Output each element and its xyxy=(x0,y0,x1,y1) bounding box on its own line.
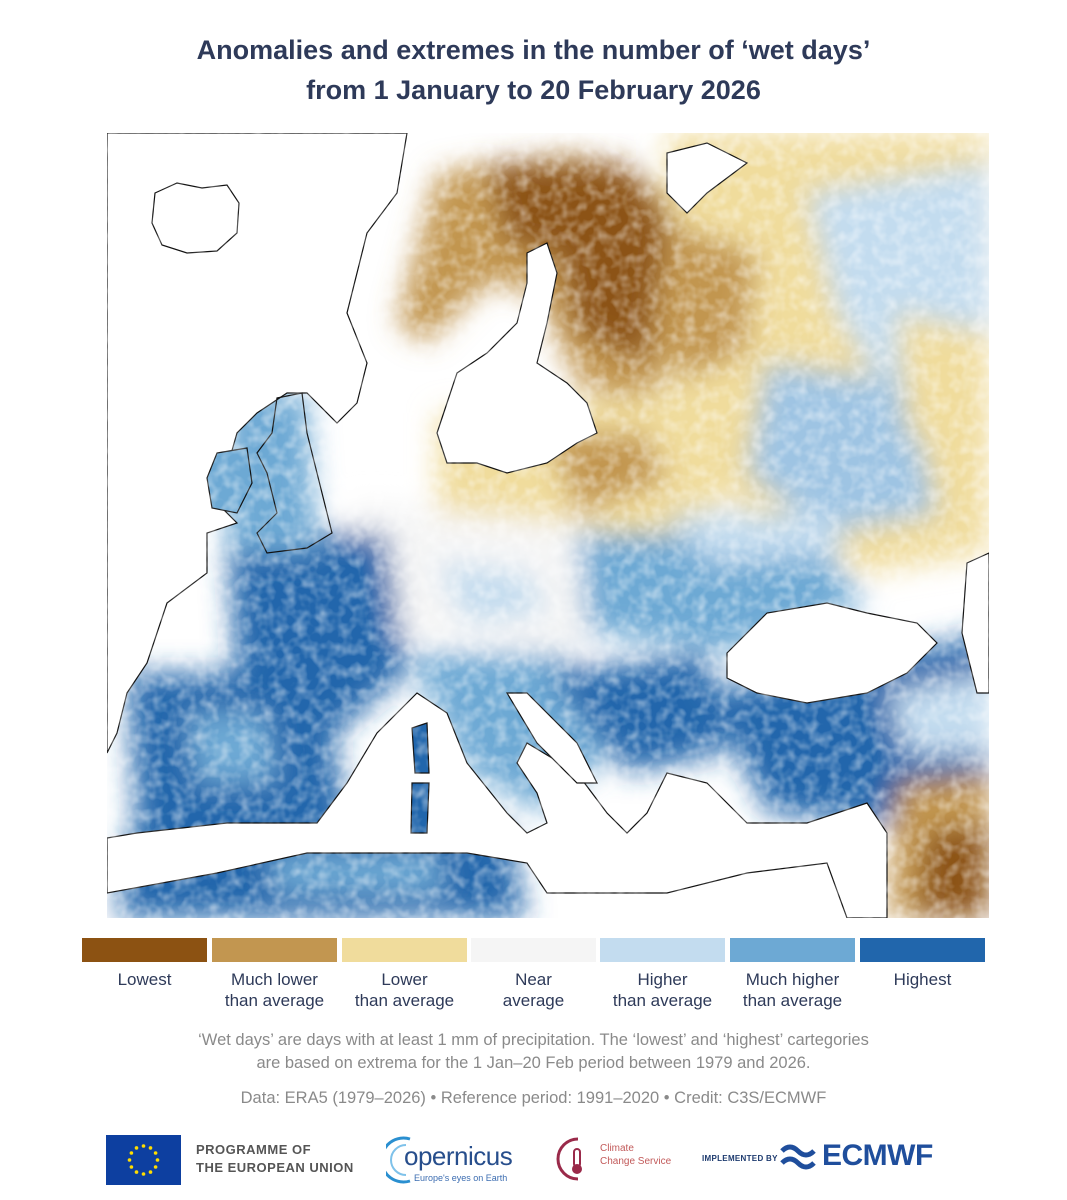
legend-label: Higher than average xyxy=(612,970,713,1010)
legend-swatch-lowest xyxy=(82,938,207,962)
legend-swatch-highest xyxy=(860,938,985,962)
eu-flag-icon xyxy=(106,1135,181,1185)
source-note: Data: ERA5 (1979–2026) • Reference period: 1991–2020 • Credit: C3S/ECMWF xyxy=(240,1089,827,1107)
definition-line-1: ‘Wet days’ are days with at least 1 mm of precipitation. The ‘lowest’ and ‘highest’ cartegories xyxy=(198,1031,869,1049)
map-title xyxy=(0,30,1067,110)
legend-item xyxy=(600,938,725,1011)
legend-swatch-lower xyxy=(342,938,467,962)
legend-item xyxy=(212,938,337,1011)
anomaly-map xyxy=(107,133,989,918)
legend-swatch-much-lower xyxy=(212,938,337,962)
legend xyxy=(82,938,986,1018)
grain-overlay xyxy=(107,133,989,918)
legend-label: Near average xyxy=(502,970,565,1010)
legend-label: Lower than average xyxy=(354,970,455,1010)
implemented-by-label: IMPLEMENTED BY xyxy=(702,1154,778,1163)
legend-swatch-higher xyxy=(600,938,725,962)
legend-swatch-near xyxy=(471,938,596,962)
definition-line-2: are based on extrema for the 1 Jan–20 Feb period between 1979 and 2026. xyxy=(256,1054,811,1072)
legend-swatch-much-higher xyxy=(730,938,855,962)
legend-label: Much higher than average xyxy=(742,970,843,1010)
title-line-1: Anomalies and extremes in the number of ‘wet days’ xyxy=(196,35,871,65)
legend-item xyxy=(471,938,596,1011)
title-line-2: from 1 January to 20 February 2026 xyxy=(306,75,761,105)
ecmwf-wave-icon xyxy=(778,1141,818,1173)
copernicus-name: opernicus xyxy=(404,1141,513,1171)
logo-bar xyxy=(0,1125,1067,1190)
legend-label: Much lower than average xyxy=(224,970,325,1010)
copernicus-tagline: Europe's eyes on Earth xyxy=(414,1173,508,1183)
legend-item xyxy=(82,938,207,990)
definition-note xyxy=(0,1029,1067,1075)
c3s-thermometer-icon xyxy=(556,1135,596,1183)
ecmwf-logo-text: ECMWF xyxy=(822,1139,933,1172)
legend-item xyxy=(730,938,855,1011)
c3s-label: Climate Change Service xyxy=(600,1143,672,1167)
legend-label: Lowest xyxy=(117,970,172,989)
legend-item xyxy=(860,938,985,990)
legend-label: Highest xyxy=(893,970,952,989)
legend-item xyxy=(342,938,467,1011)
map-svg xyxy=(107,133,989,918)
eu-programme-label: PROGRAMME OF THE EUROPEAN UNION xyxy=(196,1142,354,1175)
